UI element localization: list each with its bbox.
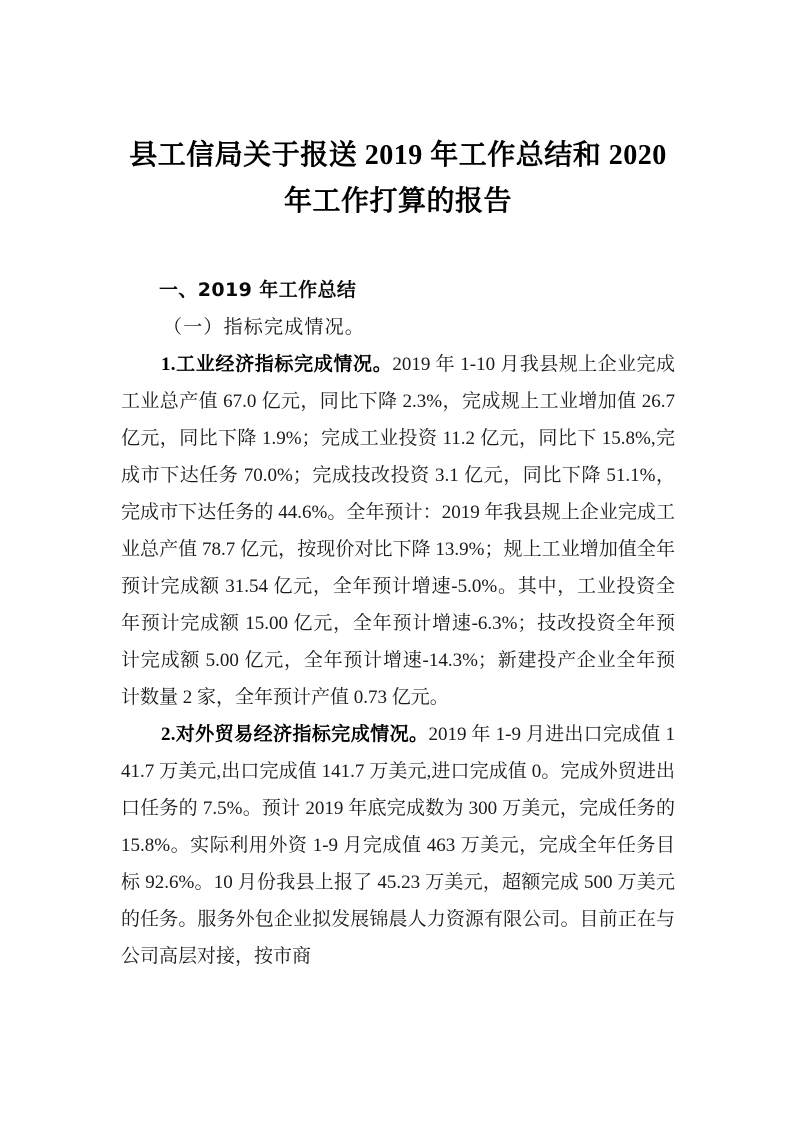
- paragraph-run-in-label-1: 1.工业经济指标完成情况。: [161, 354, 393, 375]
- section-heading: 一、2019 年工作总结: [159, 279, 357, 301]
- paragraph-foreign-trade: [121, 716, 675, 975]
- page-title-line-1: 县工信局关于报送 2019 年工作总结和 2020: [129, 140, 667, 171]
- paragraph-body-1: 2019 年 1-10 月我县规上企业完成工业总产值 67.0 亿元，同比下降 2.3%，完成规上工业增加值 26.7 亿元，同比下降 1.9%；完成工业投资 11.2 亿元，同比下 15.8%,完成市下达任务 70.0%；完成技改投资 3.1 亿元，同比下降 51.1%，完成市下达任务的 44.6%。全年预计：2019 年我县规上企业完成工业总产值 78.7 亿元，按现价对比下降 13.9%；规上工业增加值全年预计完成额 31.54 亿元，全年预计增速-5.0%。其中，工业投资全年预计完成额 15.00 亿元，全年预计增速-6.3%；技改投资全年预计完成额 5.00 亿元，全年预计增速-14.3%；新建投产企业全年预计数量 2 家，全年预计产值 0.73 亿元。: [121, 354, 675, 708]
- document-content: [121, 0, 675, 975]
- page-title: [121, 0, 675, 225]
- paragraph-run-in-label-2: 2.对外贸易经济指标完成情况。: [161, 724, 429, 745]
- subsection-heading: （一）指标完成情况。: [163, 317, 366, 338]
- paragraph-industrial-economy: [121, 346, 675, 716]
- paragraph-body-2: 2019 年 1-9 月进出口完成值 141.7 万美元,出口完成值 141.7 万美元,进口完成值 0。完成外贸进出口任务的 7.5%。预计 2019 年底完成数为 300 万美元，完成任务的 15.8%。实际利用外资 1-9 月完成值 463 万美元，完成全年任务目标 92.6%。10 月份我县上报了 45.23 万美元，超额完成 500 万美元的任务。服务外包企业拟发展锦晨人力资源有限公司。目前正在与公司高层对接，按市商: [121, 724, 675, 967]
- page-title-line-2: 年工作打算的报告: [283, 186, 512, 217]
